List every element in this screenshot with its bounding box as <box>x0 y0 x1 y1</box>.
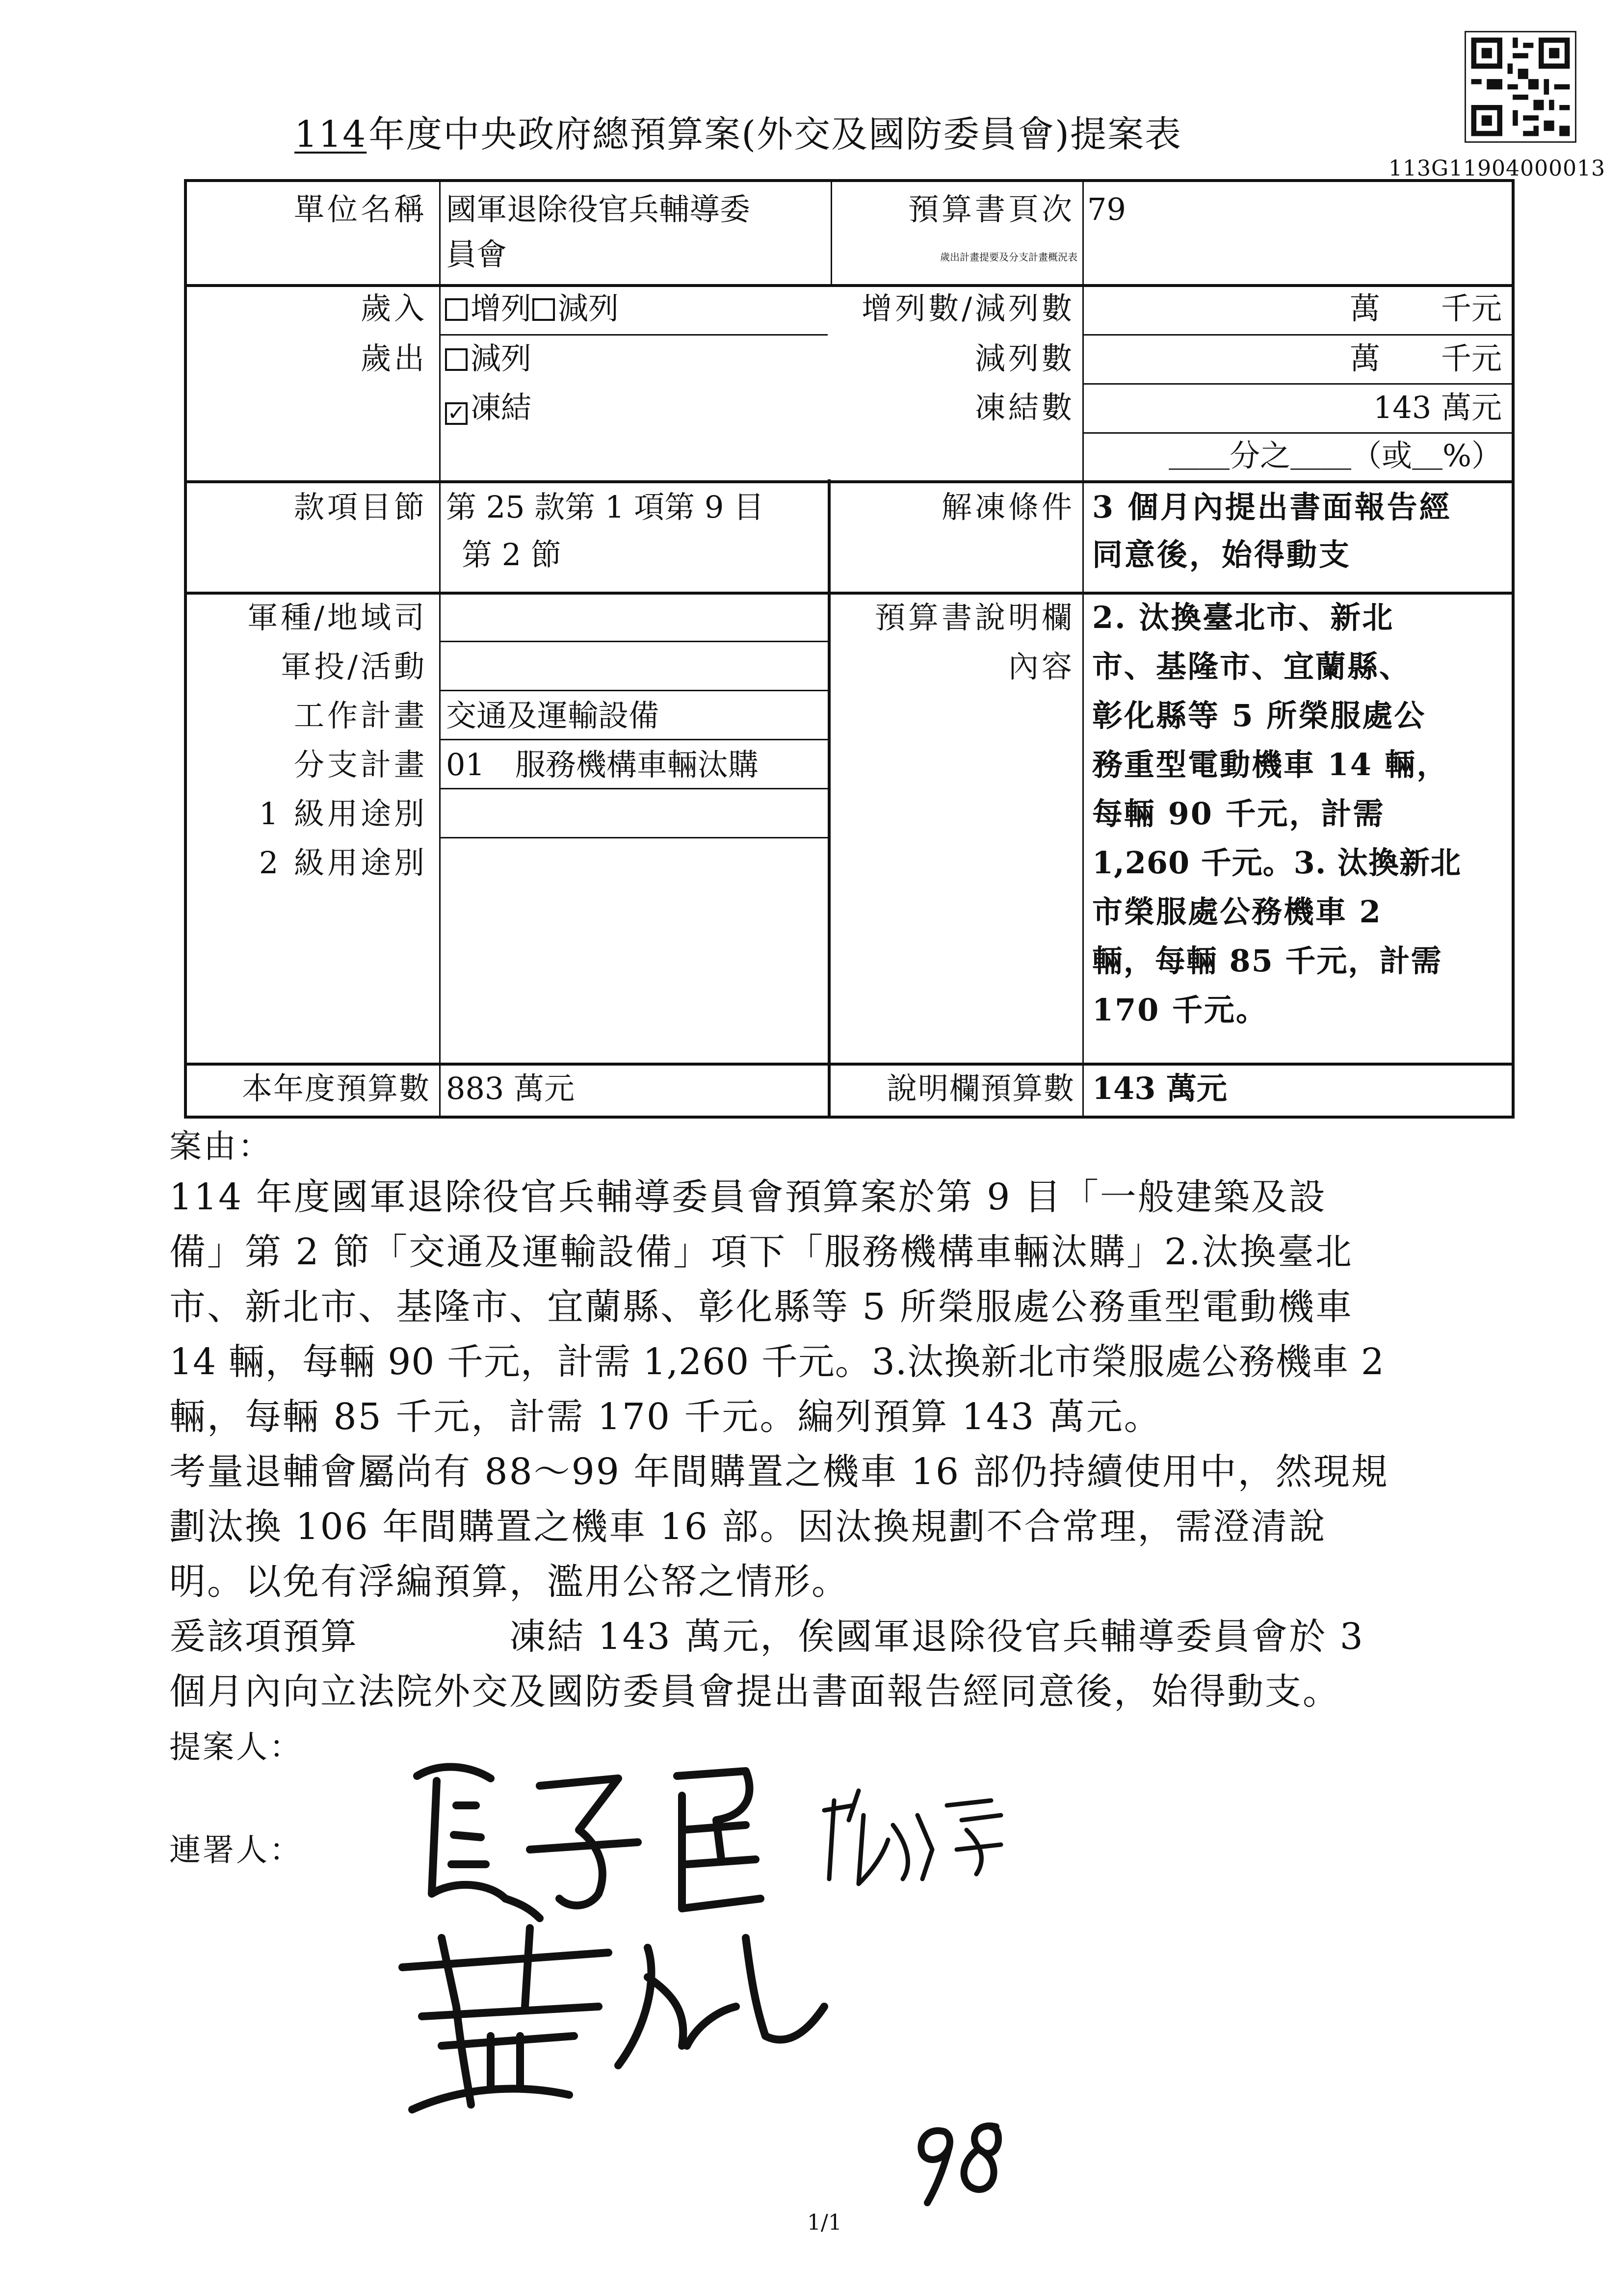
qr-code <box>1465 31 1576 143</box>
military-region-label: 軍種/地域司 <box>247 600 427 635</box>
reason-line: 明。以免有浮編預算，濫用公帑之情形。 <box>169 1561 849 1603</box>
budget-description-line: 每輛 90 千元，計需 <box>1092 796 1385 832</box>
document-id: 113G11904000013 <box>1388 156 1606 181</box>
table-line <box>439 837 828 838</box>
table-line <box>439 641 828 642</box>
work-plan-label: 工作計畫 <box>293 698 427 733</box>
revenue-increase-label: 增列 <box>471 290 532 326</box>
reason-line: 個月內向立法院外交及國防委員會提出書面報告經同意後，始得動支。 <box>169 1670 1340 1713</box>
proposer-label: 提案人： <box>169 1729 303 1766</box>
decrease-amount-label: 減列數 <box>974 340 1075 376</box>
reason-line: 輛，每輛 85 千元，計需 170 千元。編列預算 143 萬元。 <box>169 1396 1162 1438</box>
budget-description-line: 市榮服處公務機車 2 <box>1092 894 1382 930</box>
reason-line: 爰該項預算 凍結 143 萬元，俟國軍退除役官兵輔導委員會於 3 <box>169 1616 1364 1658</box>
military-investment-label: 軍投/活動 <box>281 649 427 684</box>
unfreeze-condition-label: 解凍條件 <box>941 489 1075 525</box>
expense-decrease-label: 減列 <box>471 340 532 376</box>
table-line <box>439 182 441 1117</box>
budget-page-sublabel: 歲出計畫提要及分支計畫概況表 <box>940 251 1077 263</box>
year-budget-value: 883 萬元 <box>446 1070 575 1106</box>
table-line <box>828 479 831 1117</box>
unit-name-label: 單位名稱 <box>293 191 427 227</box>
signature-stroke <box>530 1778 638 1905</box>
handwritten-number-drawing <box>898 2112 1025 2210</box>
level1-use-label: 1 級用途別 <box>259 796 427 832</box>
budget-description-line: 彰化縣等 5 所榮服處公 <box>1092 698 1426 733</box>
year-budget-label: 本年度預算數 <box>241 1070 430 1106</box>
item-section-value: 第 25 款第 1 項第 9 目 <box>446 489 764 525</box>
unit-name-value: 國軍退除役官兵輔導委 <box>446 191 751 227</box>
budget-description-line: 務重型電動機車 14 輛， <box>1092 747 1449 783</box>
expense-label: 歲出 <box>360 340 427 376</box>
freeze-amount-value: 143 萬元 <box>1373 390 1502 425</box>
description-budget-label: 說明欄預算數 <box>886 1070 1075 1106</box>
signature-stroke <box>824 1791 932 1884</box>
budget-page-value: 79 <box>1087 191 1126 227</box>
reason-line: 備」第 2 節「交通及運輸設備」項下「服務機構車輛汰購」2.汰換臺北 <box>169 1231 1353 1273</box>
fraction-value: ＿＿分之＿＿（或＿%） <box>1169 438 1502 473</box>
branch-plan-value: 01 服務機構車輛汰購 <box>446 747 759 783</box>
branch-plan-label: 分支計畫 <box>293 747 427 783</box>
budget-description-line: 170 千元。 <box>1092 992 1268 1028</box>
reason-line: 114 年度國軍退除役官兵輔導委員會預算案於第 9 目「一般建築及設 <box>169 1176 1327 1218</box>
proposal-form-table <box>184 179 1515 1119</box>
reason-line: 14 輛，每輛 90 千元，計需 1,260 千元。3.汰換新北市榮服處公務機車 2 <box>169 1341 1385 1383</box>
reason-line: 劃汰換 106 年間購置之機車 16 部。因汰換規劃不合常理，需澄清說 <box>169 1506 1327 1548</box>
reason-line: 考量退輔會屬尚有 88～99 年間購置之機車 16 部仍持續使用中，然現規 <box>169 1451 1389 1493</box>
reason-line: 市、新北市、基隆市、宜蘭縣、彰化縣等 5 所榮服處公務重型電動機車 <box>169 1286 1354 1328</box>
table-line <box>439 690 828 691</box>
revenue-decrease-checkbox[interactable] <box>532 298 555 321</box>
decrease-amount-value: 萬 千元 <box>1349 340 1502 376</box>
budget-page-label: 預算書頁次 <box>908 191 1075 227</box>
revenue-label: 歲入 <box>360 290 427 326</box>
signature-stroke <box>402 1928 608 2110</box>
description-budget-value: 143 萬元 <box>1092 1070 1228 1106</box>
item-section-label: 款項目節 <box>293 489 427 525</box>
level2-use-label: 2 級用途別 <box>259 845 427 881</box>
unfreeze-condition-value-line2: 同意後，始得動支 <box>1092 537 1352 573</box>
title-year: 114 <box>294 113 367 156</box>
revenue-decrease-label: 減列 <box>558 290 619 326</box>
page-title <box>294 105 1182 157</box>
budget-description-line: 輛，每輛 85 千元，計需 <box>1092 943 1442 979</box>
freeze-amount-label: 凍結數 <box>974 390 1075 425</box>
signature-stroke <box>947 1800 1001 1874</box>
increase-decrease-amount-label: 增列數/減列數 <box>862 290 1075 326</box>
budget-description-line: 市、基隆市、宜蘭縣、 <box>1092 649 1412 684</box>
budget-description-line: 1,260 千元。3. 汰換新北 <box>1092 845 1462 881</box>
page-number: 1/1 <box>807 2210 842 2235</box>
table-line <box>1082 182 1084 1117</box>
item-section-value-line2: 第 2 節 <box>462 537 561 573</box>
table-line <box>831 182 832 285</box>
expense-freeze-option <box>445 384 531 431</box>
work-plan-value: 交通及運輸設備 <box>446 698 659 733</box>
signatures <box>343 1732 1079 2134</box>
unfreeze-condition-value: 3 個月內提出書面報告經 <box>1092 489 1452 525</box>
expense-decrease-option <box>445 335 531 382</box>
revenue-options <box>445 285 619 332</box>
cosigner-label: 連署人： <box>169 1832 303 1869</box>
digit-stroke <box>964 2126 998 2190</box>
expense-decrease-checkbox[interactable] <box>445 348 468 371</box>
digit-stroke <box>921 2131 950 2203</box>
unit-name-value-line2: 員會 <box>446 236 507 272</box>
reason-label: 案由： <box>169 1127 272 1165</box>
table-line <box>187 480 1512 483</box>
signature-stroke <box>677 1771 760 1908</box>
title-text: 年度中央政府總預算案(外交及國防委員會)提案表 <box>368 113 1182 156</box>
expense-freeze-checkbox[interactable]: ✓ <box>445 402 468 425</box>
increase-decrease-amount-value: 萬 千元 <box>1349 290 1502 326</box>
expense-freeze-label: 凍結 <box>471 390 532 425</box>
budget-description-label: 預算書說明欄 <box>874 600 1075 635</box>
handwritten-page-number <box>898 2112 1025 2212</box>
signature-stroke <box>618 1938 824 2065</box>
revenue-increase-checkbox[interactable] <box>445 298 468 321</box>
budget-description-line: 2. 汰換臺北市、新北 <box>1092 600 1394 635</box>
budget-description-label-line2: 內容 <box>1008 649 1075 684</box>
signature-stroke <box>417 1767 540 1918</box>
